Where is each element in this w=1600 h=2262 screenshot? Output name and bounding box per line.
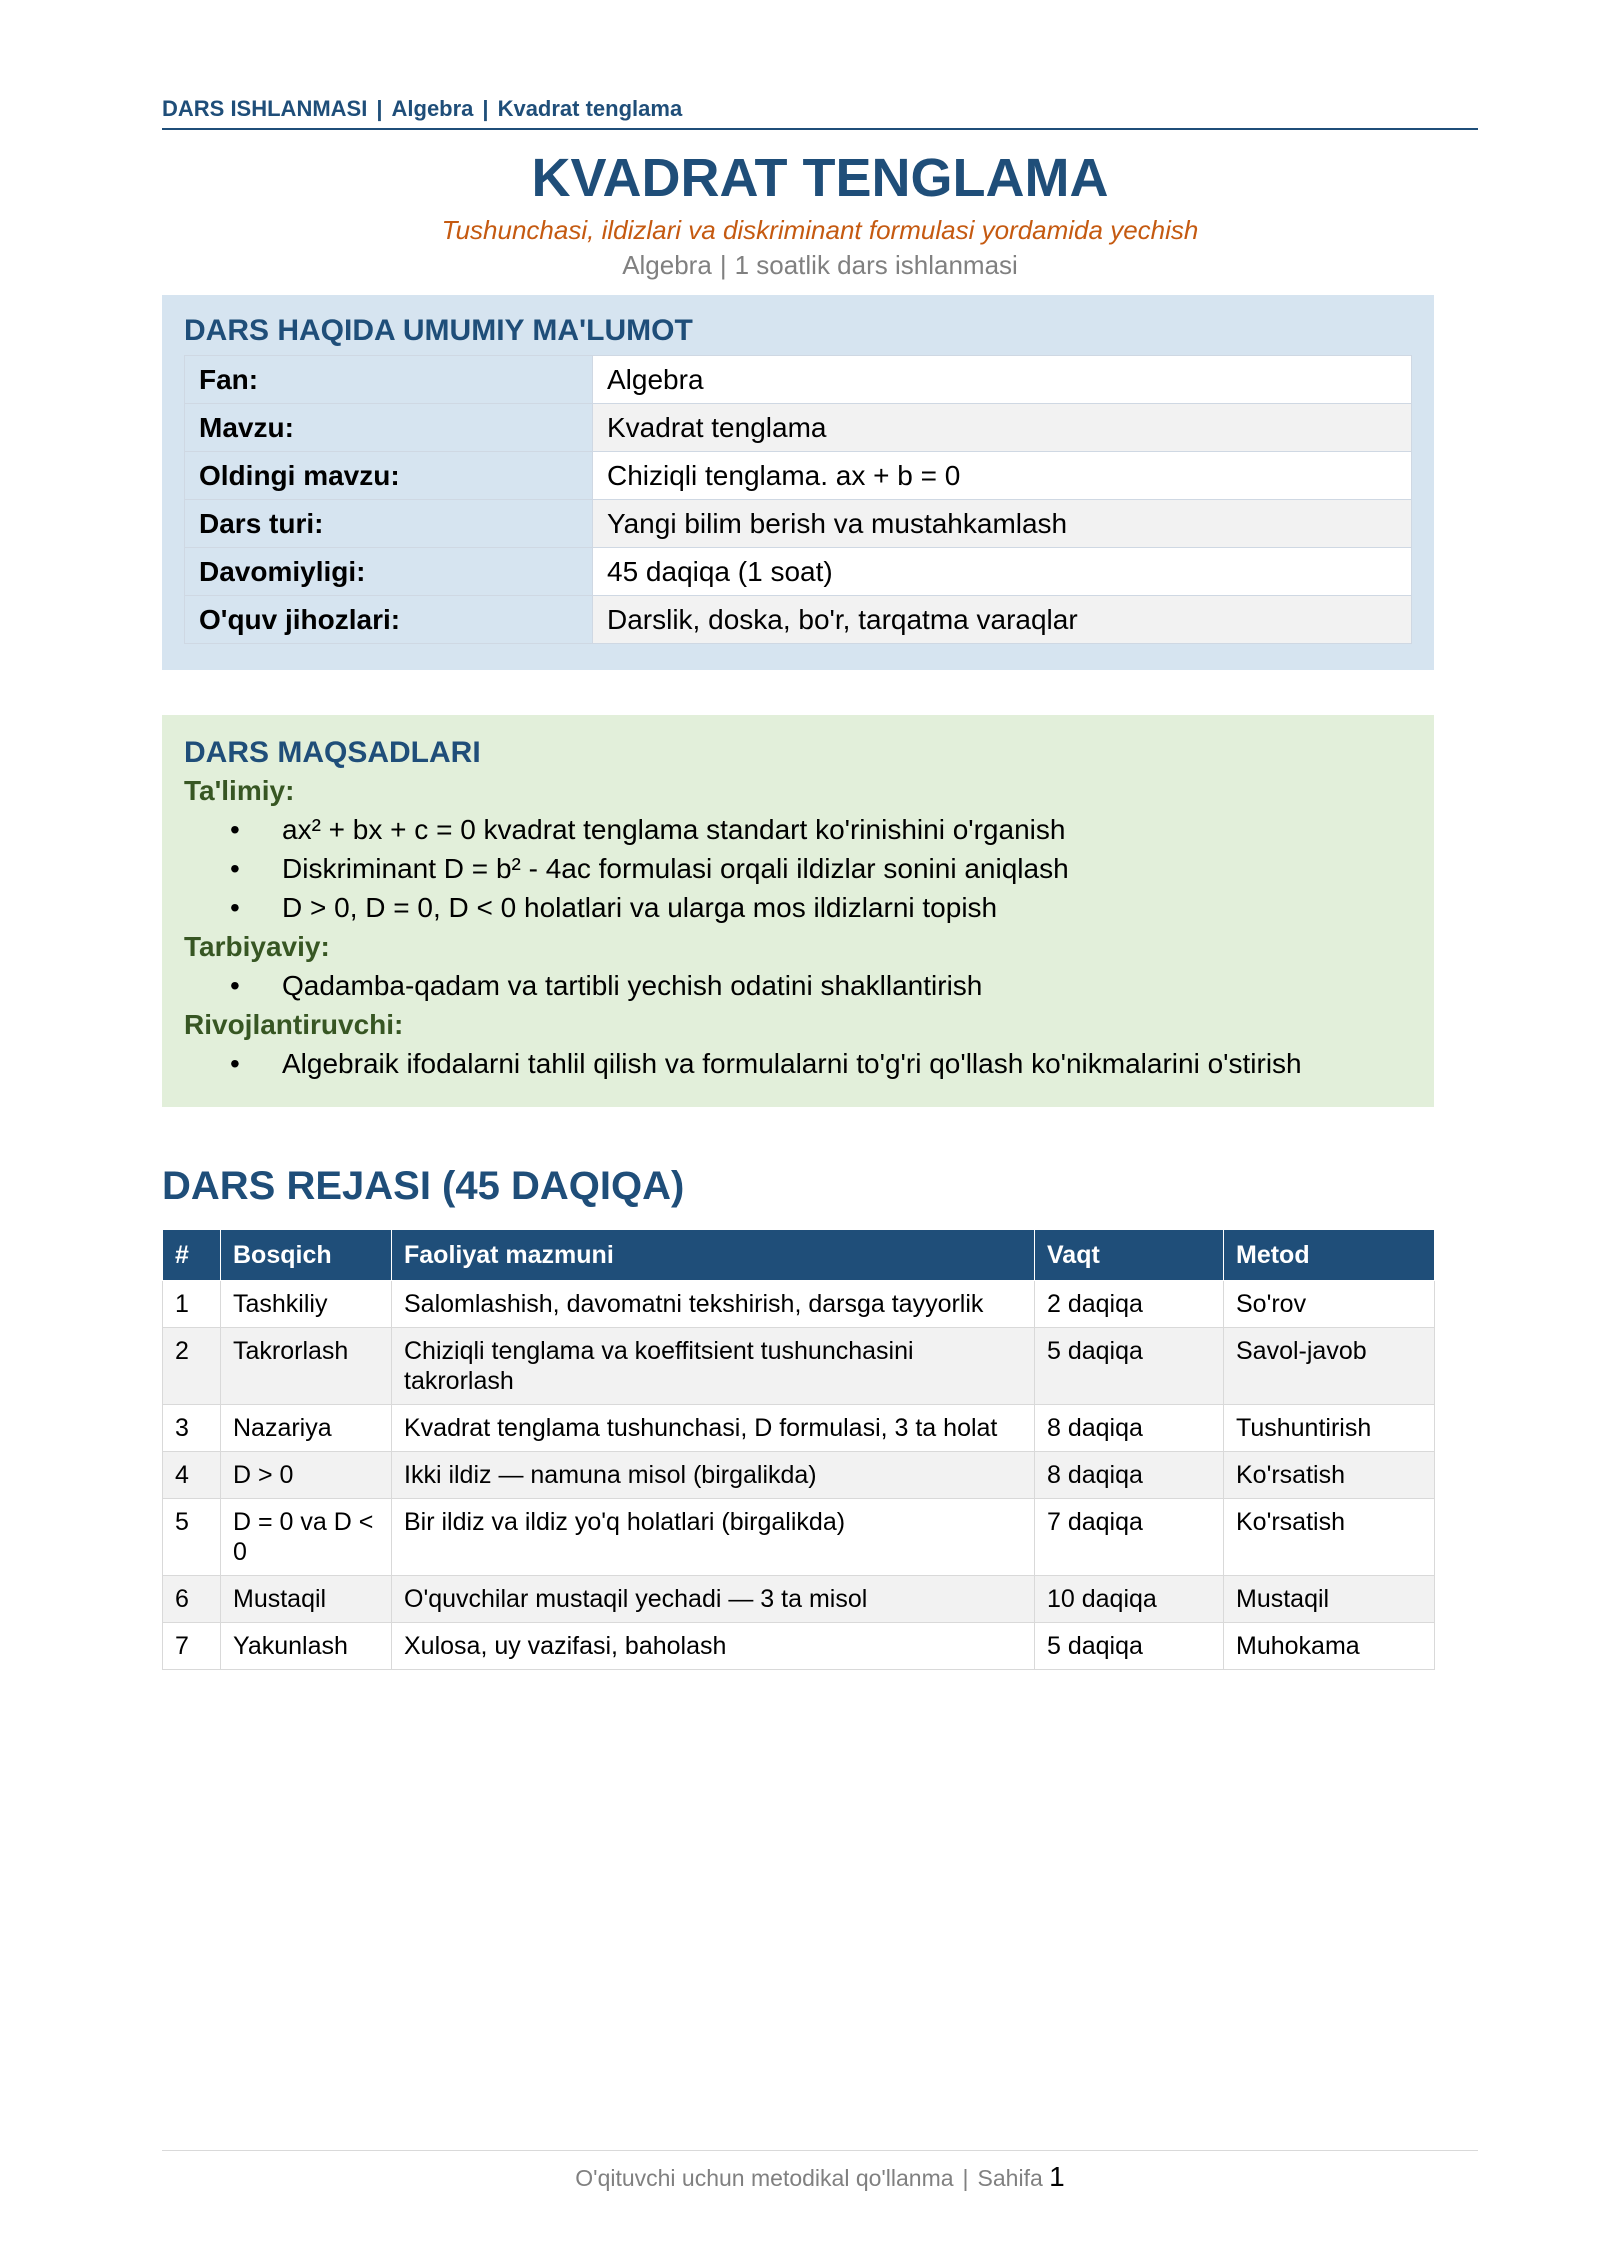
table-cell: 5 [163,1499,221,1576]
table-cell: Savol-javob [1224,1328,1435,1405]
header-subject: Algebra [391,96,474,121]
bullet-icon: • [230,1048,240,1079]
table-header-row [163,1230,1435,1281]
goal-text: Diskriminant D = b² - 4ac formulasi orqali ildizlar sonini aniqlash [282,853,1069,884]
table-cell: Xulosa, uy vazifasi, baholash [392,1623,1035,1670]
table-cell: 4 [163,1452,221,1499]
info-value: Chiziqli tenglama. ax + b = 0 [593,452,1412,500]
bullet-icon: • [230,853,240,884]
lesson-goals-list [184,771,1412,1083]
goal-item [184,1044,1412,1083]
footer-page-label: Sahifa [977,2165,1043,2191]
goal-item [184,810,1412,849]
table-cell: 7 daqiqa [1035,1499,1224,1576]
table-cell: 8 daqiqa [1035,1452,1224,1499]
table-cell: 6 [163,1576,221,1623]
header-topic: Kvadrat tenglama [497,96,683,121]
general-info-heading: DARS HAQIDA UMUMIY MA'LUMOT [184,314,693,347]
meta-duration: 1 soatlik dars ishlanmasi [734,250,1018,280]
goal-text: D > 0, D = 0, D < 0 holatlari va ularga mos ildizlarni topish [282,892,998,923]
bullet-icon: • [230,814,240,845]
table-cell: Yakunlash [221,1623,392,1670]
info-row [185,548,1412,596]
table-cell: Ikki ildiz — namuna misol (birgalikda) [392,1452,1035,1499]
info-row [185,596,1412,644]
footer-separator: | [962,2165,969,2191]
table-cell: Bir ildiz va ildiz yo'q holatlari (birgalikda) [392,1499,1035,1576]
meta-line [162,248,1478,282]
goal-text: Qadamba-qadam va tartibli yechish odatini shakllantirish [282,970,983,1001]
table-row [163,1405,1435,1452]
table-cell: Mustaqil [221,1576,392,1623]
table-cell: Chiziqli tenglama va koeffitsient tushunchasini takrorlash [392,1328,1035,1405]
table-cell: Nazariya [221,1405,392,1452]
goal-text: Algebraik ifodalarni tahlil qilish va formulalarni to'g'ri qo'llash ko'nikmalarini o'stirish [282,1048,1302,1079]
goal-category: Rivojlantiruvchi: [184,1009,404,1040]
column-header: Bosqich [221,1230,392,1281]
table-row [163,1452,1435,1499]
table-cell: Mustaqil [1224,1576,1435,1623]
table-row [163,1623,1435,1670]
table-cell: 10 daqiqa [1035,1576,1224,1623]
table-cell: O'quvchilar mustaqil yechadi — 3 ta misol [392,1576,1035,1623]
info-key: O'quv jihozlari: [185,596,593,644]
goal-category: Tarbiyaviy: [184,931,330,962]
info-key: Mavzu: [185,404,593,452]
info-value: Algebra [593,356,1412,404]
info-key: Oldingi mavzu: [185,452,593,500]
table-cell: Kvadrat tenglama tushunchasi, D formulasi, 3 ta holat [392,1405,1035,1452]
document-subtitle: Tushunchasi, ildizlari va diskriminant formulasi yordamida yechish [441,215,1199,245]
goal-category: Ta'limiy: [184,775,295,806]
footer-text: O'qituvchi uchun metodikal qo'llanma [575,2165,954,2191]
table-row [163,1576,1435,1623]
table-cell: D > 0 [221,1452,392,1499]
info-row [185,452,1412,500]
goal-item [184,849,1412,888]
lesson-goals-heading: DARS MAQSADLARI [184,736,481,769]
info-row [185,500,1412,548]
table-cell: Salomlashish, davomatni tekshirish, darsga tayyorlik [392,1281,1035,1328]
table-cell: 8 daqiqa [1035,1405,1224,1452]
header-separator: | [482,96,489,121]
info-value: Yangi bilim berish va mustahkamlash [593,500,1412,548]
info-key: Dars turi: [185,500,593,548]
page-number: 1 [1049,2161,1065,2192]
goal-item [184,888,1412,927]
table-cell: 7 [163,1623,221,1670]
info-value: Darslik, doska, bo'r, tarqatma varaqlar [593,596,1412,644]
meta-subject: Algebra [622,250,712,280]
column-header: # [163,1230,221,1281]
general-info-box [162,295,1434,670]
lesson-plan-heading: DARS REJASI (45 DAQIQA) [162,1164,685,1208]
document-title: KVADRAT TENGLAMA [531,148,1109,208]
table-cell: 3 [163,1405,221,1452]
goal-item [184,966,1412,1005]
table-cell: Ko'rsatish [1224,1499,1435,1576]
info-key: Davomiyligi: [185,548,593,596]
info-value: 45 daqiqa (1 soat) [593,548,1412,596]
title-block [162,146,1478,282]
table-cell: Tushuntirish [1224,1405,1435,1452]
column-header: Faoliyat mazmuni [392,1230,1035,1281]
bullet-icon: • [230,892,240,923]
info-row [185,356,1412,404]
table-cell: Ko'rsatish [1224,1452,1435,1499]
table-cell: So'rov [1224,1281,1435,1328]
table-cell: 5 daqiqa [1035,1328,1224,1405]
table-row [163,1499,1435,1576]
table-cell: 5 daqiqa [1035,1623,1224,1670]
table-row [163,1328,1435,1405]
table-cell: Muhokama [1224,1623,1435,1670]
header-doc-type: DARS ISHLANMASI [162,96,368,121]
page-footer [162,2150,1478,2193]
table-cell: 2 [163,1328,221,1405]
goal-text: ax² + bx + c = 0 kvadrat tenglama standart ko'rinishini o'rganish [282,814,1066,845]
table-cell: 1 [163,1281,221,1328]
header-separator: | [376,96,383,121]
column-header: Metod [1224,1230,1435,1281]
table-row [163,1281,1435,1328]
table-cell: D = 0 va D < 0 [221,1499,392,1576]
meta-separator: | [719,250,727,280]
bullet-icon: • [230,970,240,1001]
general-info-table [184,355,1412,644]
column-header: Vaqt [1035,1230,1224,1281]
table-cell: Takrorlash [221,1328,392,1405]
lesson-plan-table [162,1229,1435,1670]
lesson-goals-box [162,715,1434,1107]
running-header [162,96,1478,130]
table-cell: Tashkiliy [221,1281,392,1328]
table-cell: 2 daqiqa [1035,1281,1224,1328]
info-value: Kvadrat tenglama [593,404,1412,452]
info-key: Fan: [185,356,593,404]
info-row [185,404,1412,452]
